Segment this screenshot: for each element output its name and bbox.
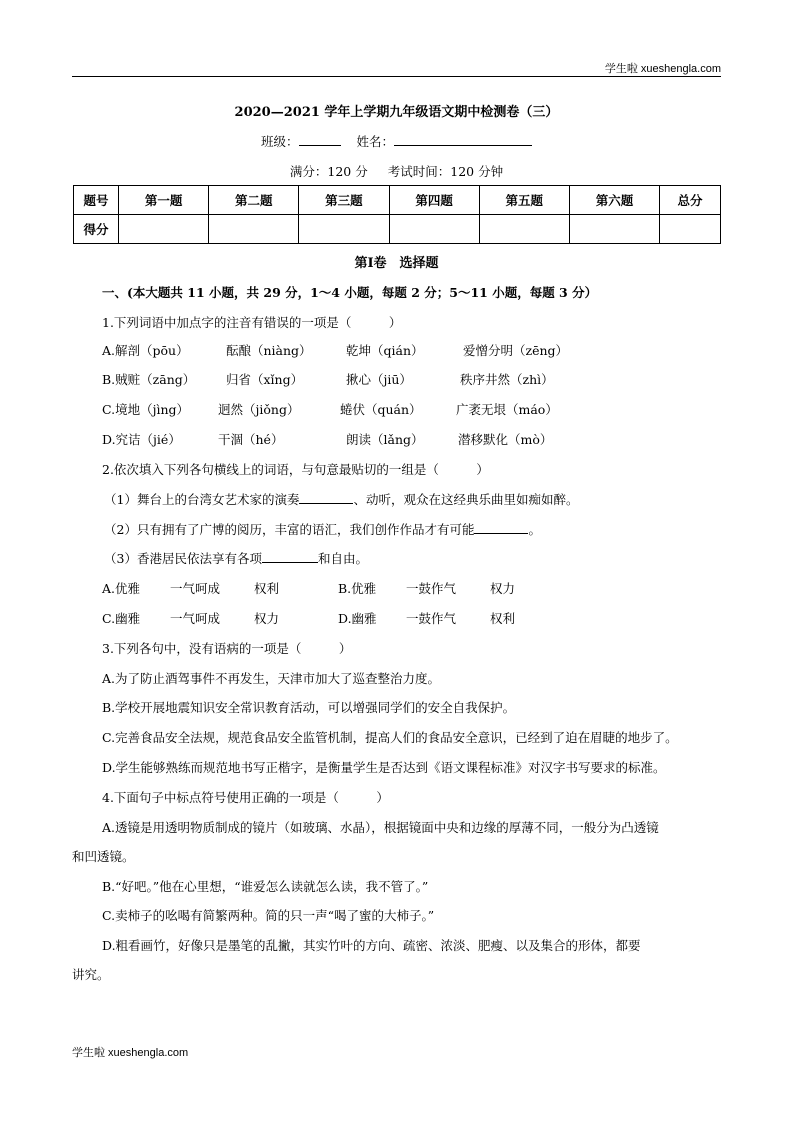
header-cell: 第一题: [119, 186, 209, 215]
q1-a-4: 爱憎分明（zēng）: [463, 343, 569, 358]
part-heading: 一、(本大题共 11 小题，共 29 分，1～4 小题，每题 2 分；5～11 小题，每题 3 分）: [102, 285, 598, 300]
q2-s3-blank[interactable]: [262, 550, 318, 563]
q1-a-2: 酝酿（niàng）: [226, 343, 312, 358]
q1-stem: 1.下列词语中加点字的注音有错误的一项是（ ）: [102, 315, 402, 330]
q1-d-1: D.究诘（jié）: [102, 432, 181, 447]
header-cell: 第三题: [299, 186, 389, 215]
q2-d-3: 权利: [490, 611, 516, 626]
class-label: 班级：: [260, 134, 299, 149]
q1-a-3: 乾坤（qián）: [346, 343, 424, 358]
q4-option-b[interactable]: B.“好吧。”他在心里想，“谁爱怎么读就怎么读，我不管了。”: [102, 879, 429, 894]
exam-time: 考试时间：120 分钟: [387, 164, 504, 179]
q2-a-2: 一气呵成: [170, 581, 221, 596]
q2-s2-before: （2）只有拥有了广博的阅历，丰富的语汇，我们创作作品才有可能: [104, 522, 475, 537]
q3-option-c[interactable]: C.完善食品安全法规，规范食品安全监管机制，提高人们的食品安全意识，已经到了迫在眉睫的地步了。: [102, 730, 678, 745]
q4-stem: 4.下面句子中标点符号使用正确的一项是（ ）: [102, 790, 389, 805]
q2-s1-after: 、动听，观众在这经典乐曲里如痴如醉。: [353, 492, 579, 507]
header-cell: 第五题: [479, 186, 569, 215]
q4-a-line1: A.透镜是用透明物质制成的镜片（如玻璃、水晶），根据镜面中央和边缘的厚薄不同，一般分为凸透镜: [102, 820, 659, 835]
header-cell: 第四题: [389, 186, 479, 215]
q2-b-3: 权力: [490, 581, 516, 596]
q1-c-1: C.境地（jìng）: [102, 402, 190, 417]
q1-d-2: 干涸（hé）: [218, 432, 284, 447]
q1-b-2: 归省（xǐng）: [226, 372, 304, 387]
q2-s2-blank[interactable]: [474, 521, 528, 534]
q2-sentence-1: [104, 490, 578, 508]
q1-b-3: 揪心（jiū）: [346, 372, 412, 387]
q2-s1-blank[interactable]: [299, 491, 353, 504]
q4-option-c[interactable]: C.卖柿子的吆喝有简繁两种。简的只一声“喝了蜜的大柿子。”: [102, 908, 435, 923]
q1-b-4: 秩序井然（zhì）: [460, 372, 554, 387]
q1-c-4: 广袤无垠（máo）: [456, 402, 558, 417]
q2-c-3: 权力: [254, 611, 280, 626]
q2-stem: 2.依次填入下列各句横线上的词语，与句意最贴切的一组是（ ）: [102, 462, 489, 477]
q2-b-2: 一鼓作气: [406, 581, 457, 596]
q4-d-line1: D.粗看画竹，好像只是墨笔的乱撇，其实竹叶的方向、疏密、浓淡、肥瘦、以及集合的形体，都要: [102, 938, 641, 953]
score-row-label: 得分: [74, 215, 119, 244]
section-title: 第Ⅰ卷 选择题: [354, 256, 439, 271]
score-cell[interactable]: [209, 215, 299, 244]
header-cell: 第二题: [209, 186, 299, 215]
q2-d-2: 一鼓作气: [406, 611, 457, 626]
q3-stem: 3.下列各句中，没有语病的一项是（ ）: [102, 641, 352, 656]
header-cell: 总分: [660, 186, 721, 215]
header-cell: 第六题: [569, 186, 659, 215]
header-rule: [72, 76, 721, 77]
name-blank[interactable]: [394, 133, 532, 146]
score-cell[interactable]: [299, 215, 389, 244]
footer-site: 学生啦 xueshengla.com: [72, 1047, 189, 1059]
score-table-score-row: [74, 215, 721, 244]
q1-a-1: A.解剖（pōu）: [102, 343, 189, 358]
score-table-header-row: [74, 186, 721, 215]
q2-s3-before: （3）香港居民依法享有各项: [104, 551, 262, 566]
q3-option-d[interactable]: D.学生能够熟练而规范地书写正楷字，是衡量学生是否达到《语文课程标准》对汉字书写要求的标准。: [102, 760, 666, 775]
q1-d-3: 朗读（lǎng）: [346, 432, 424, 447]
full-score: 满分：120 分: [289, 164, 368, 179]
q2-a-3: 权利: [254, 581, 280, 596]
q2-s2-after: 。: [528, 522, 541, 537]
q1-b-1: B.贼赃（zāng）: [102, 372, 196, 387]
name-label: 姓名：: [356, 134, 395, 149]
score-table: [73, 185, 721, 244]
q1-c-2: 迥然（jiǒng）: [218, 402, 300, 417]
score-cell[interactable]: [389, 215, 479, 244]
page-title: 2020—2021 学年上学期九年级语文期中检测卷（三）: [234, 105, 559, 120]
q3-option-b[interactable]: B.学校开展地震知识安全常识教育活动，可以增强同学们的安全自我保护。: [102, 700, 516, 715]
score-cell[interactable]: [119, 215, 209, 244]
score-cell[interactable]: [660, 215, 721, 244]
exam-meta: [0, 162, 793, 180]
q2-s3-after: 和自由。: [317, 551, 368, 566]
class-blank[interactable]: [299, 133, 341, 146]
q1-c-3: 蜷伏（quán）: [340, 402, 422, 417]
student-info: [0, 132, 793, 150]
score-cell[interactable]: [479, 215, 569, 244]
header-site: 学生啦 xueshengla.com: [604, 63, 721, 75]
q2-sentence-2: [104, 520, 541, 538]
q2-s1-before: （1）舞台上的台湾女艺术家的演奏: [104, 492, 300, 507]
score-cell[interactable]: [569, 215, 659, 244]
q2-d-1: D.幽雅: [338, 611, 377, 626]
header-cell: 题号: [74, 186, 119, 215]
q2-a-1: A.优雅: [102, 581, 141, 596]
q4-d-line2: 讲究。: [72, 967, 110, 982]
q2-c-1: C.幽雅: [102, 611, 141, 626]
q2-c-2: 一气呵成: [170, 611, 221, 626]
q2-b-1: B.优雅: [338, 581, 377, 596]
q1-d-4: 潜移默化（mò）: [458, 432, 553, 447]
q4-a-line2: 和凹透镜。: [72, 849, 135, 864]
q2-sentence-3: [104, 549, 368, 567]
q3-option-a[interactable]: A.为了防止酒驾事件不再发生，天津市加大了巡查整治力度。: [102, 671, 441, 686]
